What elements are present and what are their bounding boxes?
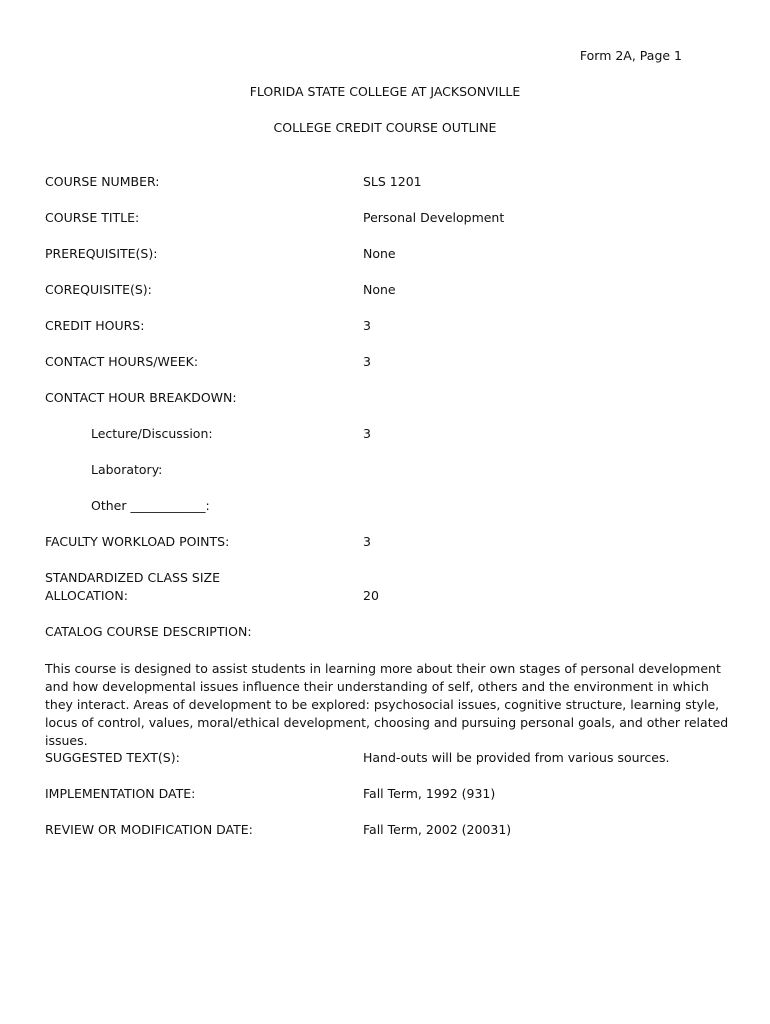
faculty-workload-points-value: 3 — [363, 534, 371, 549]
laboratory-label: Laboratory: — [91, 462, 163, 477]
credit-hours-value: 3 — [363, 318, 371, 333]
credit-hours-label: CREDIT HOURS: — [45, 318, 145, 333]
contact-hour-breakdown-label: CONTACT HOUR BREAKDOWN: — [45, 390, 237, 405]
contact-hours-week-value: 3 — [363, 354, 371, 369]
corequisites-label: COREQUISITE(S): — [45, 282, 152, 297]
implementation-date-label: IMPLEMENTATION DATE: — [45, 786, 196, 801]
contact-hours-week-label: CONTACT HOURS/WEEK: — [45, 354, 199, 369]
class-size-label-line1: STANDARDIZED CLASS SIZE — [45, 570, 220, 585]
form-page-label: Form 2A, Page 1 — [579, 48, 682, 63]
suggested-texts-label: SUGGESTED TEXT(S): — [45, 750, 180, 765]
class-size-value: 20 — [363, 588, 379, 603]
document-title: COLLEGE CREDIT COURSE OUTLINE — [273, 120, 497, 135]
course-number-label: COURSE NUMBER: — [45, 174, 160, 189]
other-label: Other ____________: — [91, 498, 210, 513]
prerequisites-value: None — [363, 246, 396, 261]
review-modification-date-label: REVIEW OR MODIFICATION DATE: — [45, 822, 253, 837]
suggested-texts-value: Hand-outs will be provided from various sources. — [363, 750, 670, 765]
faculty-workload-points-label: FACULTY WORKLOAD POINTS: — [45, 534, 230, 549]
catalog-description-text: This course is designed to assist students in learning more about their own stages of personal development and how developmental issues influence their understanding of self, others and the environment in which they interact. Areas of development to be explored: psychosocial issues, cognitive structure, learning style, locus of control, values, moral/ethical development, choosing and pursuing personal goals, and other related issues. — [45, 661, 729, 748]
implementation-date-value: Fall Term, 1992 (931) — [363, 786, 496, 801]
review-modification-date-value: Fall Term, 2002 (20031) — [363, 822, 512, 837]
course-number-value: SLS 1201 — [363, 174, 422, 189]
lecture-discussion-value: 3 — [363, 426, 371, 441]
class-size-label-line2: ALLOCATION: — [45, 588, 128, 603]
prerequisites-label: PREREQUISITE(S): — [45, 246, 158, 261]
college-name: FLORIDA STATE COLLEGE AT JACKSONVILLE — [249, 84, 521, 99]
catalog-description-label: CATALOG COURSE DESCRIPTION: — [45, 624, 252, 639]
course-title-label: COURSE TITLE: — [45, 210, 140, 225]
course-title-value: Personal Development — [363, 210, 505, 225]
lecture-discussion-label: Lecture/Discussion: — [91, 426, 213, 441]
corequisites-value: None — [363, 282, 396, 297]
